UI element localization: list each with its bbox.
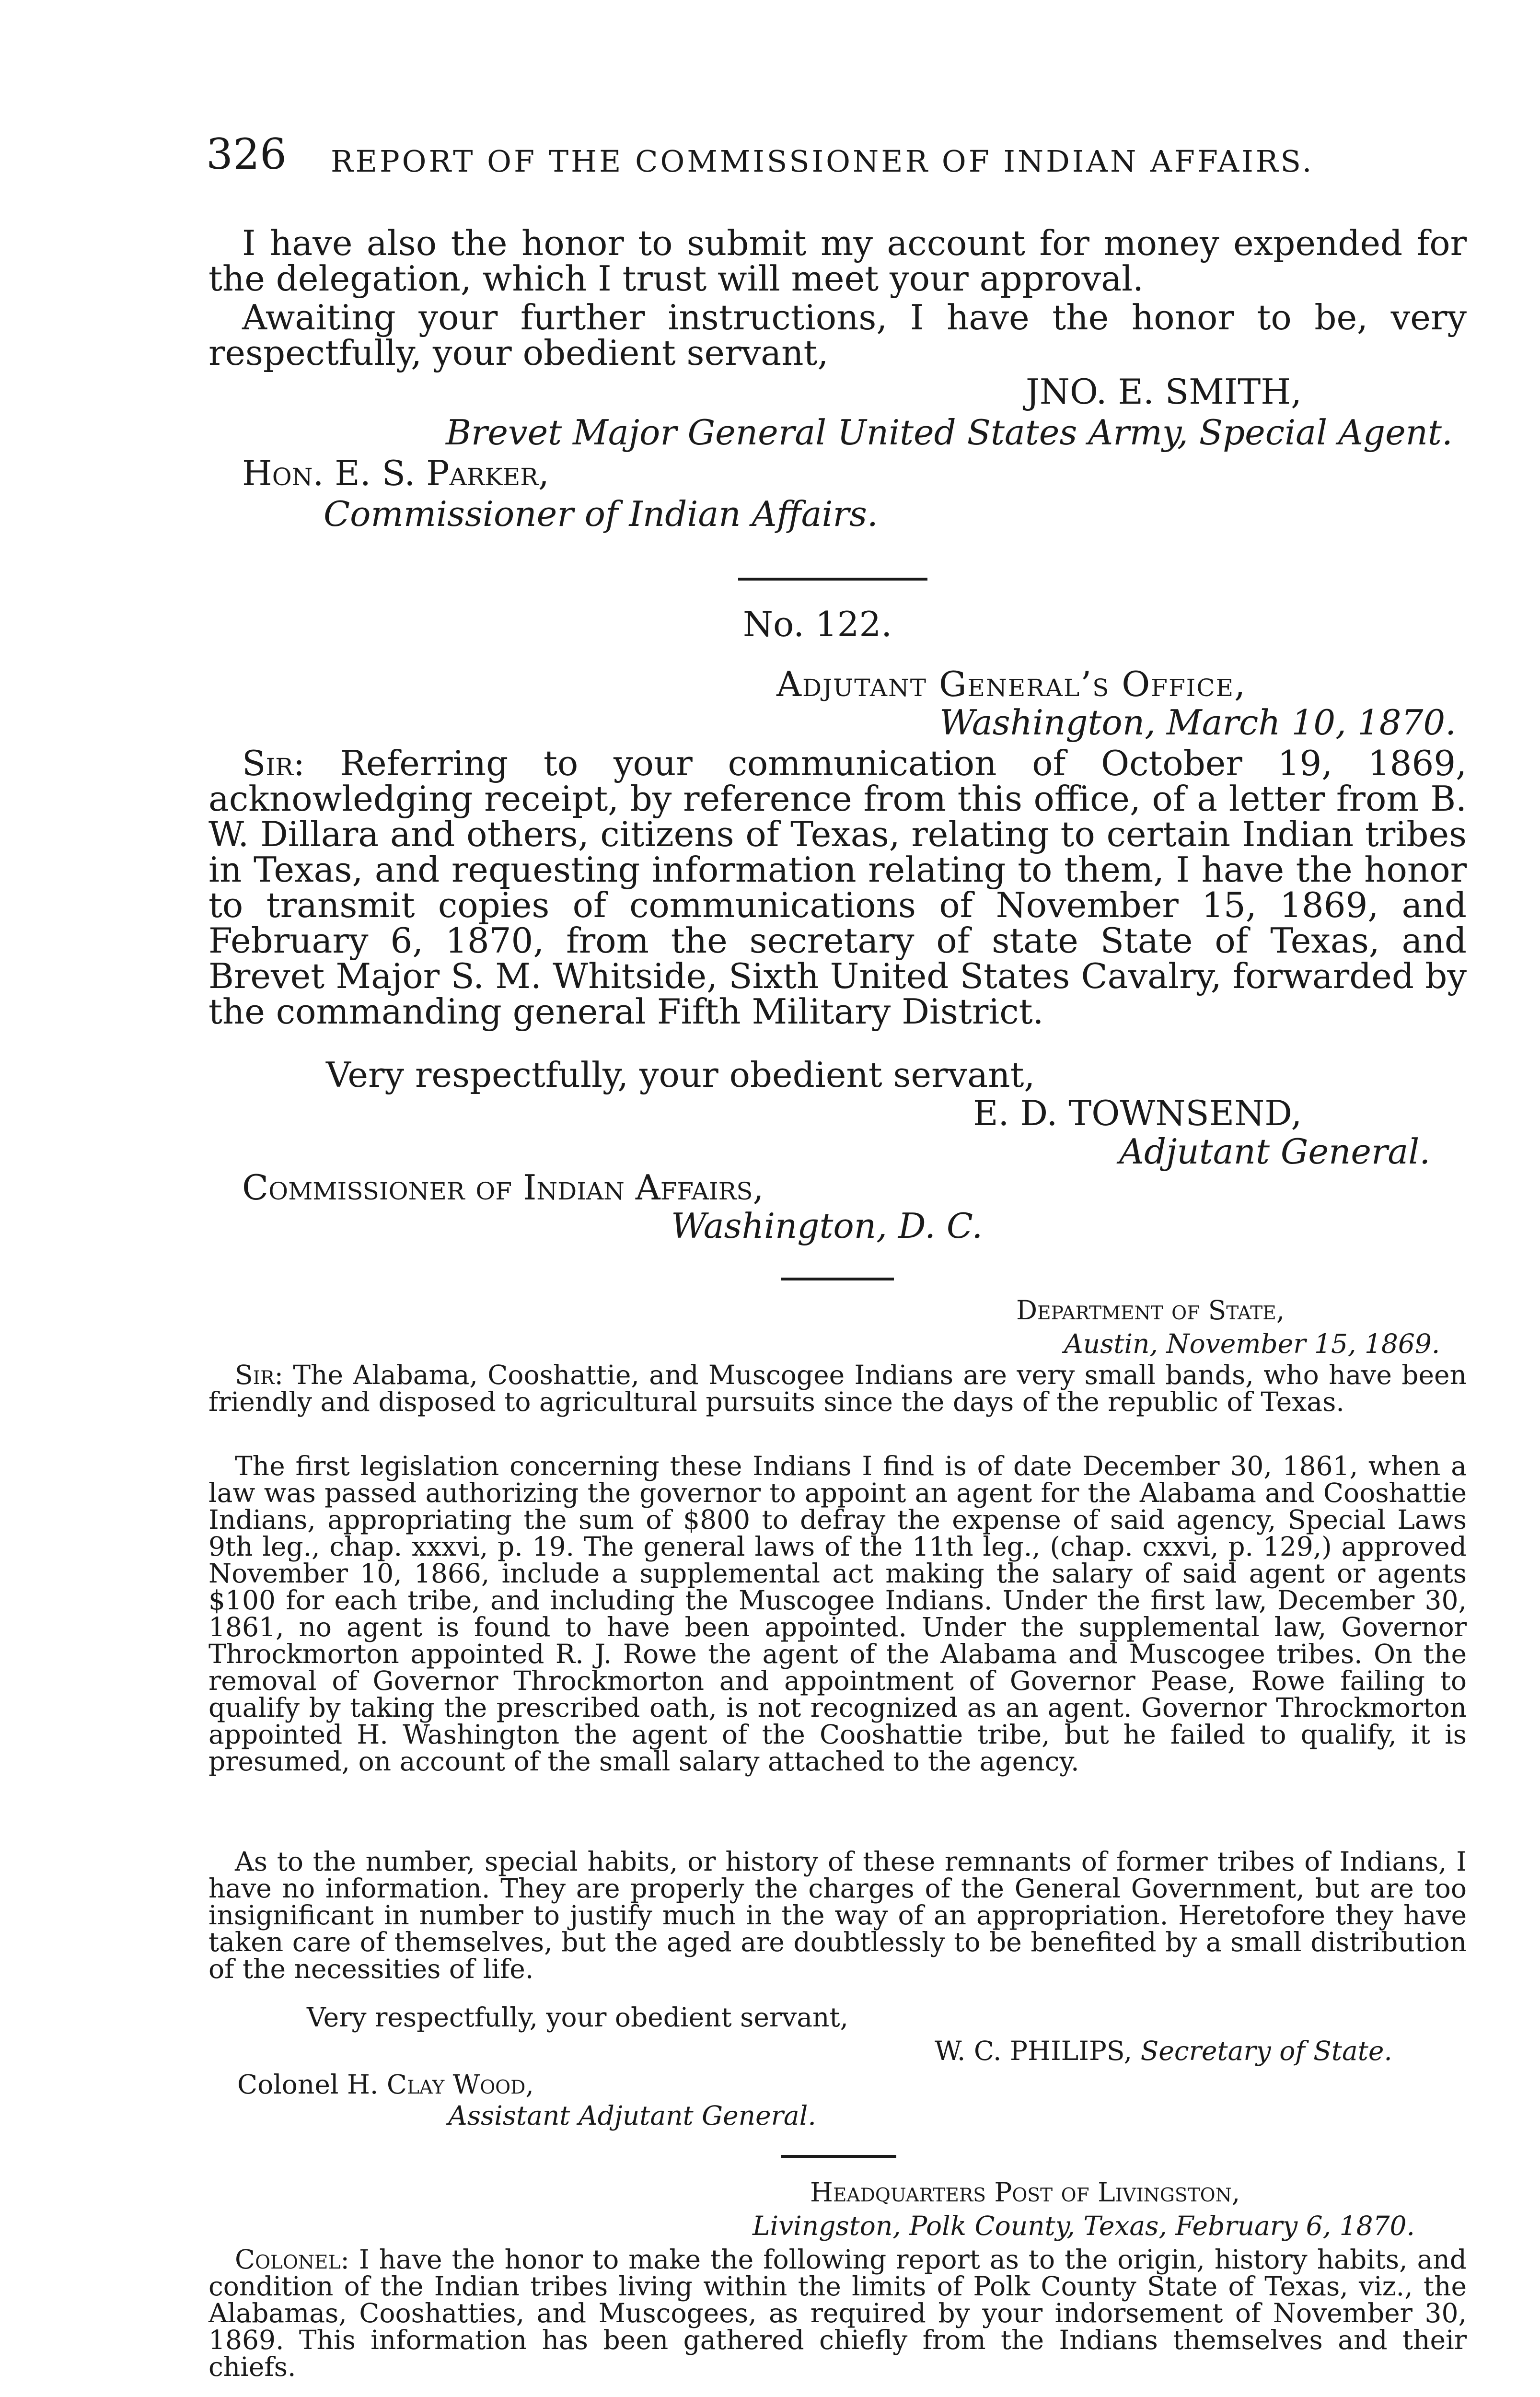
letter2-body (208, 745, 1467, 1033)
letter2-body-text: Referring to your communication of October 19, 1869, acknowledging receipt, by reference from this office, of a letter from B. W. Dillara and others, citizens of Texas, relating to certain Indian tribes in Texas, and requesting information relating to them, I have the honor to transmit copies of communications of November 15, 1869, and February 6, 1870, from the secretary of state State of Texas, and Brevet Major S. M. Whitside, Sixth United States Cavalry, forwarded by the commanding general Fifth Military District. (208, 743, 1467, 1032)
letter3-paragraph-3: As to the number, special habits, or history of these remnants of former tribes of Indians, I have no information. They are properly the charges of the General Government, but are too insignificant in number to justify much in the way of an appropriation. Heretofore they have taken care of themselves, but the aged are doubtlessly to be benefited by a small distribution of the necessities of life. (208, 1846, 1467, 1984)
letter2-closing: Very respectfully, your obedient servant, (326, 1055, 1035, 1095)
letter1-paragraph-1: I have also the honor to submit my account for money expended for the delegation, which I trust will meet your approval. (208, 223, 1467, 299)
letter1-signer-title: Brevet Major General United States Army, Special Agent. (446, 412, 1453, 453)
letter2-office: Adjutant General’s Office, (776, 664, 1247, 704)
letter3-addressee (237, 2071, 534, 2098)
letter2-addressee-place: Washington, D. C. (671, 1206, 983, 1246)
letter2-place-date: Washington, March 10, 1870. (939, 702, 1457, 743)
letter3-signer-title: Secretary of State. (1140, 2036, 1392, 2066)
letter1-addressee-title: Commissioner of Indian Affairs. (324, 494, 878, 534)
letter3-addressee-name: Clay Wood, (386, 2069, 534, 2100)
letter2-salutation: Sir: (242, 743, 305, 783)
letter3-signer: W. C. PHILIPS, (935, 2036, 1133, 2066)
letter3-place-date: Austin, November 15, 1869. (1064, 1328, 1440, 1359)
section-divider (781, 2155, 896, 2158)
letter3-salutation: Sir: (235, 1360, 283, 1390)
letter3-paragraph-2: The first legislation concerning these Indians I find is of date December 30, 1861, when a law was passed authorizing the governor to appoint an agent for the Alabama and Cooshattie Indians, appropriating the sum of $800 to defray the expense of said agency, Special Laws 9th leg., chap. xxxvi, p. 19. The general laws of the 11th leg., (chap. cxxvi, p. 129,) approved November 10, 1866, include a supplemental act making the salary of said agent or agents $100 for each tribe, and including the Muscogee Indians. Under the first law, December 30, 1861, no agent is found to have been appointed. Under the supplemental law, Governor Throckmorton appointed R. J. Rowe the agent of the Alabama and Muscogee tribes. On the removal of Governor Throckmorton and appointment of Governor Pease, Rowe failing to qualify by taking the prescribed oath, is not recognized as an agent. Governor Throckmorton appointed H. Washington the agent of the Cooshattie tribe, but he failed to qualify, it is presumed, on account of the small salary attached to the agency. (208, 1451, 1467, 1777)
letter4-salutation: Colonel: (235, 2244, 349, 2275)
letter4-place-date: Livingston, Polk County, Texas, February 6, 1870. (753, 2211, 1415, 2241)
page-number: 326 (206, 129, 287, 179)
letter2-number: No. 122. (743, 604, 892, 644)
letter4-body (208, 2246, 1467, 2390)
letter3-office: Department of State, (1016, 1295, 1285, 1326)
section-divider (738, 578, 927, 581)
letter3-closing: Very respectfully, your obedient servant, (307, 2002, 849, 2033)
running-title: REPORT OF THE COMMISSIONER OF INDIAN AFFAIRS. (331, 144, 1314, 179)
letter1-paragraph-2: Awaiting your further instructions, I have the honor to be, very respectfully, your obedient servant, (208, 297, 1467, 373)
letter3-addressee-prefix: Colonel H. (237, 2069, 379, 2100)
letter3-paragraph-1 (208, 1361, 1467, 1445)
letter4-office: Headquarters Post of Livingston, (810, 2177, 1240, 2208)
letter4-body-text: I have the honor to make the following report as to the origin, history habits, and condition of the Indian tribes living within the limits of Polk County State of Texas, viz., the Alabamas, Cooshatties, and Muscogees, as required by your indorsement of November 30, 1869. This information has been gathered chiefly from the Indians themselves and their chiefs. (208, 2244, 1467, 2382)
letter1-addressee: Hon. E. S. Parker, (242, 453, 549, 493)
letter2-addressee: Commissioner of Indian Affairs, (242, 1167, 764, 1208)
letter2-signer: E. D. TOWNSEND, (973, 1093, 1302, 1133)
letter2-signer-title: Adjutant General. (1119, 1131, 1431, 1172)
letter1-signer: JNO. E. SMITH, (1026, 372, 1302, 412)
letter3-signature (935, 2037, 1392, 2064)
letter3-addressee-title: Assistant Adjutant General. (448, 2100, 816, 2131)
section-divider (781, 1278, 894, 1280)
letter3-p1-text: The Alabama, Cooshattie, and Muscogee Indians are very small bands, who have been friendly and disposed to agricultural pursuits since the days of the republic of Texas. (208, 1360, 1467, 1417)
